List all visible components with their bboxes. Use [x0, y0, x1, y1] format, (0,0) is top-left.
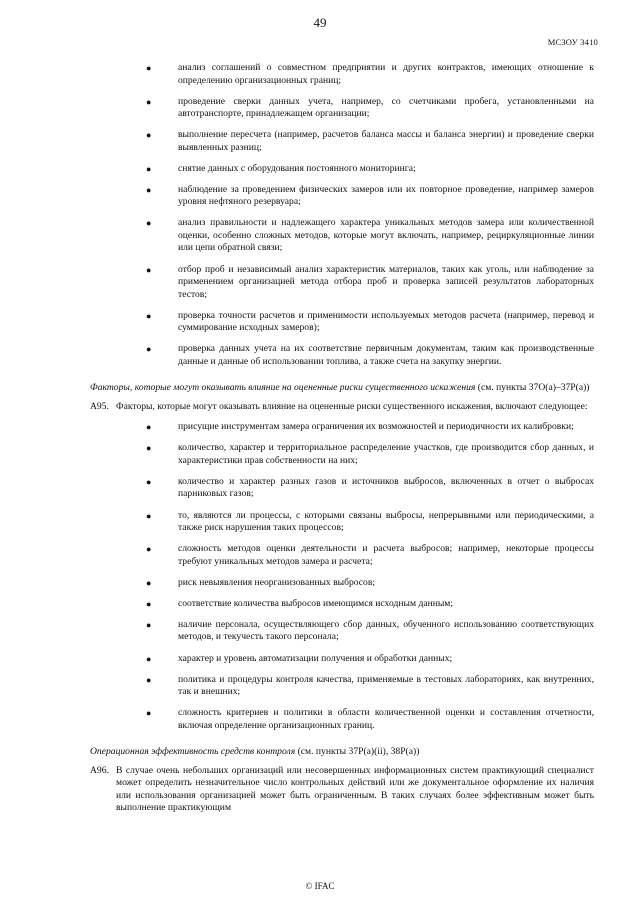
- risk-factors-list: [116, 421, 594, 732]
- paragraph-text: В случае очень небольших организаций или несовершенных информационных систем практикующий специалист может определить незначительное число контрольных действий или же документальное оформление их наличия или использования организацией может быть ограниченным. В таких случаях более эффективным может быть выполнение практикующим: [116, 764, 594, 814]
- list-item: ● наблюдение за проведением физических замеров или их повторное проведение, например замеров уровня нефтяного резервуара;: [146, 183, 594, 208]
- list-item: ● присущие инструментам замера ограничения их возможностей и периодичности их калибровки;: [146, 421, 574, 433]
- list-item: ● соответствие количества выбросов имеющимся исходным данным;: [146, 597, 454, 609]
- list-item: ● сложность критериев и политики в области количественной оценки и составления отчетности, включая определение организационных границ.: [146, 707, 594, 731]
- list-item: ● сложность методов оценки деятельности и расчета выбросов; например, некоторые процессы требуют уникальных методов замера и расчета;: [146, 543, 594, 567]
- bullet-icon: ●: [146, 598, 152, 609]
- list-item: ● выполнение пересчета (например, расчетов баланса массы и баланса энергии) и проведение сверки выявленных разниц;: [146, 129, 594, 153]
- page-content: [90, 62, 594, 815]
- bullet-icon: ●: [146, 264, 152, 275]
- list-item: ● характер и уровень автоматизации получения и обработки данных;: [146, 652, 453, 664]
- list-item: ● снятие данных с оборудования постоянного мониторинга;: [146, 162, 416, 174]
- list-item: ● отбор проб и независимый анализ характеристик материалов, таких как уголь, или наблюдение за применением организацией метода отбора проб и проверка записей результатов лабораторных тестов;: [146, 263, 594, 300]
- bullet-icon: ●: [146, 130, 152, 141]
- bullet-icon: ●: [146, 96, 152, 107]
- list-item: ● анализ соглашений о совместном предприятии и других контрактов, имеющих отношение к определению организационных границ;: [146, 62, 594, 86]
- bullet-icon: ●: [146, 443, 152, 454]
- list-item: ● то, являются ли процессы, с которыми связаны выбросы, непрерывными или периодическими, а также риск нарушения таких процессов;: [146, 509, 594, 534]
- list-item: ● проверка точности расчетов и применимости используемых методов расчета (например, перевод и суммирование исходных замеров);: [146, 309, 594, 334]
- bullet-icon: ●: [146, 674, 152, 685]
- bullet-icon: ●: [146, 577, 152, 588]
- bullet-icon: ●: [146, 476, 152, 487]
- list-item: ● проверка данных учета на их соответствие первичным документам, таким как производственные данные и данные об использовании топлива, а также счета на закупку энергии.: [146, 343, 594, 367]
- list-item: ● проведение сверки данных учета, например, со счетчиками пробега, установленными на автотранспорте, принадлежащем организации;: [146, 95, 594, 120]
- footer-copyright: © IFAC: [305, 881, 335, 891]
- list-item: ● анализ правильности и надлежащего характера уникальных методов замера или количественной оценки, особенно сложных методов, которые могут включать, например, рециркуляционные линии или цепи обратной связи;: [146, 217, 594, 254]
- bullet-icon: ●: [146, 184, 152, 195]
- section-heading-control-effectiveness: Операционная эффективность средств контроля (см. пункты 37P(а)(ii), 38P(а)): [90, 746, 420, 758]
- bullet-icon: ●: [146, 344, 152, 355]
- bullet-icon: ●: [146, 653, 152, 664]
- bullet-icon: ●: [146, 510, 152, 521]
- paragraph-a96: [90, 764, 594, 815]
- paragraph-a95: [90, 400, 594, 414]
- list-item: ● количество и характер разных газов и источников выбросов, включенных в отчет о выбросах парниковых газов;: [146, 475, 594, 500]
- bullet-icon: ●: [146, 218, 152, 229]
- list-item: ● риск невыявления неорганизованных выбросов;: [146, 576, 376, 588]
- bullet-icon: ●: [146, 63, 152, 73]
- paragraph-text: Факторы, которые могут оказывать влияние на оцененные риски существенного искажения, включают следующее:: [116, 400, 588, 412]
- bullet-icon: ●: [146, 310, 152, 321]
- list-item: ● политика и процедуры контроля качества, применяемые в тестовых лабораториях, как внутренних, так и внешних;: [146, 673, 594, 698]
- list-item: ● наличие персонала, осуществляющего сбор данных, обученного использованию соответствующих методов, и текучесть такого персонала;: [146, 618, 594, 643]
- bullet-icon: ●: [146, 544, 152, 555]
- list-item: ● количество, характер и территориальное распределение участков, где производится сбор данных, и характеристики прав собственности на них;: [146, 442, 594, 466]
- bullet-icon: ●: [146, 708, 152, 719]
- section-heading-risk-factors: Факторы, которые могут оказывать влияние на оцененные риски существенного искажения (см. пункты 37O(а)–37P(а)): [90, 382, 590, 394]
- bullet-icon: ●: [146, 619, 152, 630]
- paragraph-number: A95.: [90, 400, 109, 412]
- document-code: МСЗОУ 3410: [547, 37, 598, 47]
- procedures-list: [116, 62, 594, 368]
- bullet-icon: ●: [146, 422, 152, 433]
- page-number: 49: [313, 15, 327, 30]
- paragraph-number: A96.: [90, 764, 109, 776]
- bullet-icon: ●: [146, 163, 152, 174]
